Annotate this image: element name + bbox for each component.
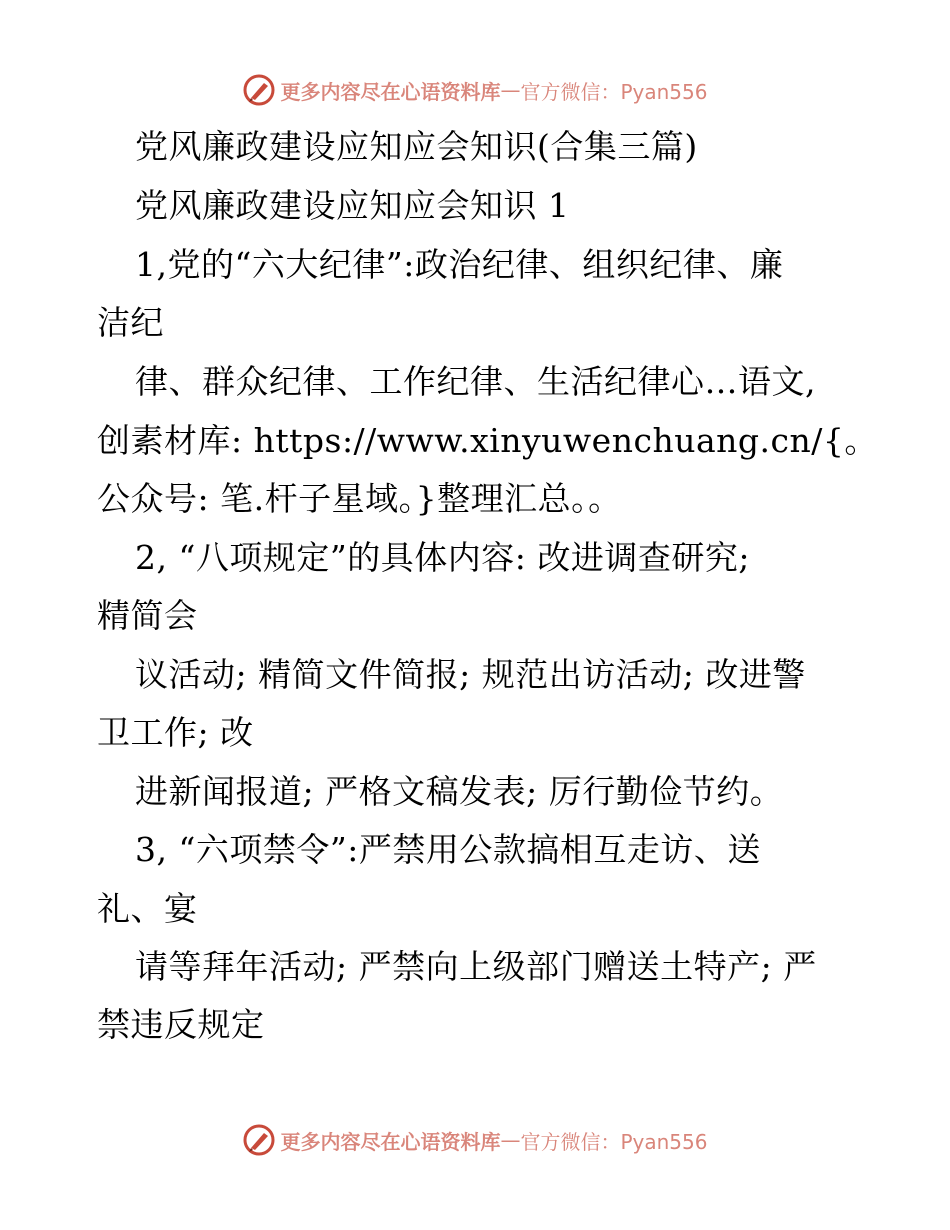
watermark-dash: — bbox=[500, 78, 521, 102]
text-line: 议活动; 精简文件简报; 规范出访活动; 改进警 bbox=[135, 655, 806, 694]
section-heading: 党风廉政建设应知应会知识 1 bbox=[135, 186, 570, 225]
footer-watermark bbox=[0, 1120, 950, 1160]
watermark-contact-text: 官方微信：Pyan556 bbox=[520, 79, 708, 104]
watermark-contact-text: 官方微信：Pyan556 bbox=[520, 1129, 708, 1154]
text-line: 进新闻报道; 严格文稿发表; 厉行勤俭节约。 bbox=[135, 772, 784, 811]
text-line: 禁违反规定 bbox=[97, 1005, 265, 1044]
text-line: 洁纪 bbox=[97, 303, 164, 342]
document-title: 党风廉政建设应知应会知识(合集三篇) bbox=[135, 127, 698, 166]
header-watermark bbox=[0, 70, 950, 110]
text-line: 礼、宴 bbox=[97, 889, 198, 928]
watermark-dash: — bbox=[500, 1128, 521, 1152]
text-line: 律、群众纪律、工作纪律、生活纪律心…语文, bbox=[135, 362, 816, 401]
watermark-main-text: 更多内容尽在心语资料库 bbox=[280, 1129, 501, 1154]
text-line: 卫工作; 改 bbox=[97, 713, 254, 752]
text-line: 请等拜年活动; 严禁向上级部门赠送土特产; 严 bbox=[135, 947, 817, 986]
pen-logo-icon bbox=[242, 73, 276, 107]
text-line: 2, “八项规定”的具体内容: 改进调查研究; bbox=[135, 538, 750, 577]
text-line: 公众号: 笔.杆子星域。}整理汇总。。 bbox=[97, 479, 622, 518]
watermark-main-text: 更多内容尽在心语资料库 bbox=[280, 79, 501, 104]
text-line: 创素材库: https://www.xinyuwenchuang.cn/{。 bbox=[97, 421, 878, 460]
text-line: 1,党的“六大纪律”:政治纪律、组织纪律、廉 bbox=[135, 245, 784, 284]
pen-logo-icon bbox=[242, 1123, 276, 1157]
text-line: 3, “六项禁令”:严禁用公款搞相互走访、送 bbox=[135, 830, 761, 869]
text-line: 精简会 bbox=[97, 596, 198, 635]
